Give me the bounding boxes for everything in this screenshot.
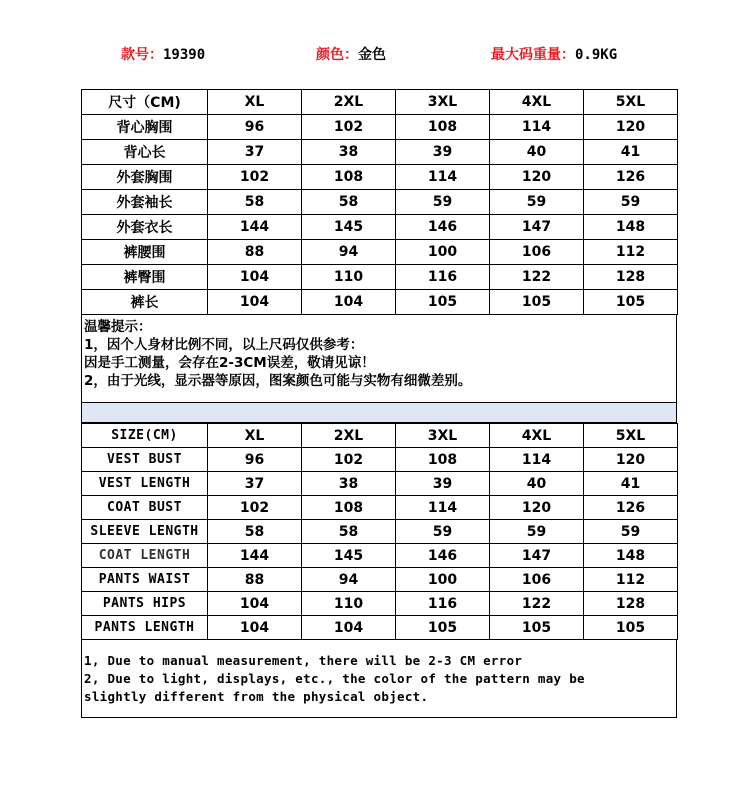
measurement-cell: 96 bbox=[208, 115, 302, 140]
table-row bbox=[82, 496, 678, 520]
measurement-cell: 146 bbox=[396, 215, 490, 240]
measurement-cell: 58 bbox=[302, 190, 396, 215]
measurement-cell: 102 bbox=[208, 496, 302, 520]
row-label: 裤长 bbox=[82, 290, 208, 315]
measurement-cell: 41 bbox=[584, 140, 678, 165]
measurement-cell: 38 bbox=[302, 140, 396, 165]
measurement-cell: 59 bbox=[396, 190, 490, 215]
measurement-cell: 102 bbox=[302, 448, 396, 472]
measurement-cell: 105 bbox=[490, 290, 584, 315]
header-size-xl: XL bbox=[208, 90, 302, 115]
measurement-cell: 110 bbox=[302, 265, 396, 290]
measurement-cell: 40 bbox=[490, 472, 584, 496]
table-row bbox=[82, 448, 678, 472]
measurement-cell: 122 bbox=[490, 592, 584, 616]
style-number-value: 19390 bbox=[163, 47, 206, 63]
separator-stripe bbox=[81, 403, 677, 423]
measurement-cell: 120 bbox=[490, 165, 584, 190]
row-label: PANTS WAIST bbox=[82, 568, 208, 592]
row-label: COAT BUST bbox=[82, 496, 208, 520]
measurement-cell: 147 bbox=[490, 215, 584, 240]
row-label: VEST LENGTH bbox=[82, 472, 208, 496]
table-row bbox=[82, 240, 678, 265]
weight-label: 最大码重量： bbox=[491, 47, 575, 63]
measurement-cell: 148 bbox=[584, 544, 678, 568]
table-row bbox=[82, 520, 678, 544]
measurement-cell: 59 bbox=[584, 190, 678, 215]
measurement-cell: 145 bbox=[302, 215, 396, 240]
row-label: 裤臀围 bbox=[82, 265, 208, 290]
measurement-cell: 114 bbox=[396, 496, 490, 520]
table-row bbox=[82, 290, 678, 315]
style-number bbox=[121, 44, 205, 64]
measurement-cell: 38 bbox=[302, 472, 396, 496]
measurement-cell: 100 bbox=[396, 568, 490, 592]
measurement-cell: 147 bbox=[490, 544, 584, 568]
table-row bbox=[82, 140, 678, 165]
measurement-cell: 102 bbox=[302, 115, 396, 140]
measurement-cell: 148 bbox=[584, 215, 678, 240]
measurement-cell: 59 bbox=[490, 190, 584, 215]
measurement-cell: 105 bbox=[584, 616, 678, 640]
measurement-cell: 105 bbox=[490, 616, 584, 640]
notes-en-line: slightly different from the physical object. bbox=[84, 689, 429, 704]
measurement-cell: 41 bbox=[584, 472, 678, 496]
measurement-cell: 40 bbox=[490, 140, 584, 165]
row-label: 外套胸围 bbox=[82, 165, 208, 190]
table-row bbox=[82, 544, 678, 568]
table-row bbox=[82, 592, 678, 616]
measurement-cell: 96 bbox=[208, 448, 302, 472]
measurement-cell: 58 bbox=[208, 190, 302, 215]
measurement-cell: 120 bbox=[490, 496, 584, 520]
measurement-cell: 120 bbox=[584, 448, 678, 472]
measurement-cell: 104 bbox=[208, 616, 302, 640]
measurement-cell: 146 bbox=[396, 544, 490, 568]
measurement-cell: 114 bbox=[490, 448, 584, 472]
measurement-cell: 126 bbox=[584, 165, 678, 190]
measurement-cell: 108 bbox=[396, 115, 490, 140]
row-label: PANTS LENGTH bbox=[82, 616, 208, 640]
color-value: 金色 bbox=[358, 47, 386, 63]
table-row bbox=[82, 215, 678, 240]
header-size-4xl: 4XL bbox=[490, 424, 584, 448]
header-size-2xl: 2XL bbox=[302, 424, 396, 448]
row-label: 外套袖长 bbox=[82, 190, 208, 215]
max-size-weight bbox=[491, 44, 617, 64]
header-size-xl: XL bbox=[208, 424, 302, 448]
row-label: SLEEVE LENGTH bbox=[82, 520, 208, 544]
measurement-cell: 104 bbox=[302, 616, 396, 640]
measurement-cell: 106 bbox=[490, 240, 584, 265]
measurement-cell: 144 bbox=[208, 544, 302, 568]
measurement-cell: 108 bbox=[396, 448, 490, 472]
measurement-cell: 105 bbox=[396, 616, 490, 640]
row-label: PANTS HIPS bbox=[82, 592, 208, 616]
measurement-cell: 144 bbox=[208, 215, 302, 240]
measurement-cell: 100 bbox=[396, 240, 490, 265]
style-number-label: 款号： bbox=[121, 47, 163, 63]
measurement-cell: 104 bbox=[208, 592, 302, 616]
measurement-cell: 94 bbox=[302, 240, 396, 265]
header-size-5xl: 5XL bbox=[584, 90, 678, 115]
measurement-cell: 105 bbox=[396, 290, 490, 315]
measurement-cell: 110 bbox=[302, 592, 396, 616]
color-label: 颜色： bbox=[316, 47, 358, 63]
measurement-cell: 116 bbox=[396, 265, 490, 290]
measurement-cell: 88 bbox=[208, 568, 302, 592]
measurement-cell: 128 bbox=[584, 592, 678, 616]
measurement-cell: 145 bbox=[302, 544, 396, 568]
measurement-cell: 37 bbox=[208, 472, 302, 496]
row-label: COAT LENGTH bbox=[82, 544, 208, 568]
header-size-3xl: 3XL bbox=[396, 424, 490, 448]
notes-cn-line: 2，由于光线，显示器等原因，图案颜色可能与实物有细微差别。 bbox=[84, 373, 472, 389]
measurement-cell: 59 bbox=[584, 520, 678, 544]
notes-cn-title: 温馨提示： bbox=[84, 319, 152, 335]
size-table-cn bbox=[81, 89, 678, 315]
measurement-cell: 37 bbox=[208, 140, 302, 165]
notes-cn bbox=[81, 315, 677, 403]
header-size-3xl: 3XL bbox=[396, 90, 490, 115]
measurement-cell: 105 bbox=[584, 290, 678, 315]
measurement-cell: 104 bbox=[208, 290, 302, 315]
table-row bbox=[82, 165, 678, 190]
measurement-cell: 112 bbox=[584, 240, 678, 265]
notes-en-line: 2, Due to light, displays, etc., the color of the pattern may be bbox=[84, 671, 585, 686]
row-label: VEST BUST bbox=[82, 448, 208, 472]
table-header-row bbox=[82, 424, 678, 448]
measurement-cell: 128 bbox=[584, 265, 678, 290]
measurement-cell: 39 bbox=[396, 140, 490, 165]
measurement-cell: 58 bbox=[302, 520, 396, 544]
row-label: 裤腰围 bbox=[82, 240, 208, 265]
measurement-cell: 106 bbox=[490, 568, 584, 592]
measurement-cell: 59 bbox=[490, 520, 584, 544]
table-row bbox=[82, 265, 678, 290]
notes-en bbox=[81, 640, 677, 718]
size-table-en bbox=[81, 423, 678, 640]
size-chart bbox=[81, 89, 677, 718]
notes-cn-line: 因是手工测量，会存在2-3CM误差，敬请见谅！ bbox=[84, 355, 375, 371]
measurement-cell: 58 bbox=[208, 520, 302, 544]
measurement-cell: 104 bbox=[208, 265, 302, 290]
header-size-4xl: 4XL bbox=[490, 90, 584, 115]
table-row bbox=[82, 616, 678, 640]
table-row bbox=[82, 115, 678, 140]
weight-value: 0.9KG bbox=[575, 47, 618, 63]
row-label: 背心长 bbox=[82, 140, 208, 165]
color-info bbox=[316, 44, 386, 64]
header-size-label: 尺寸（CM) bbox=[82, 90, 208, 115]
measurement-cell: 88 bbox=[208, 240, 302, 265]
row-label: 外套衣长 bbox=[82, 215, 208, 240]
measurement-cell: 104 bbox=[302, 290, 396, 315]
measurement-cell: 94 bbox=[302, 568, 396, 592]
notes-en-line: 1, Due to manual measurement, there will be 2-3 CM error bbox=[84, 653, 523, 668]
measurement-cell: 116 bbox=[396, 592, 490, 616]
measurement-cell: 120 bbox=[584, 115, 678, 140]
table-row bbox=[82, 472, 678, 496]
table-header-row bbox=[82, 90, 678, 115]
measurement-cell: 39 bbox=[396, 472, 490, 496]
measurement-cell: 126 bbox=[584, 496, 678, 520]
table-row bbox=[82, 568, 678, 592]
measurement-cell: 112 bbox=[584, 568, 678, 592]
notes-cn-line: 1，因个人身材比例不同，以上尺码仅供参考： bbox=[84, 337, 364, 353]
measurement-cell: 122 bbox=[490, 265, 584, 290]
header-size-2xl: 2XL bbox=[302, 90, 396, 115]
measurement-cell: 114 bbox=[490, 115, 584, 140]
measurement-cell: 102 bbox=[208, 165, 302, 190]
table-row bbox=[82, 190, 678, 215]
header-size-5xl: 5XL bbox=[584, 424, 678, 448]
measurement-cell: 114 bbox=[396, 165, 490, 190]
measurement-cell: 108 bbox=[302, 165, 396, 190]
row-label: 背心胸围 bbox=[82, 115, 208, 140]
header-size-label: SIZE(CM) bbox=[82, 424, 208, 448]
measurement-cell: 108 bbox=[302, 496, 396, 520]
measurement-cell: 59 bbox=[396, 520, 490, 544]
